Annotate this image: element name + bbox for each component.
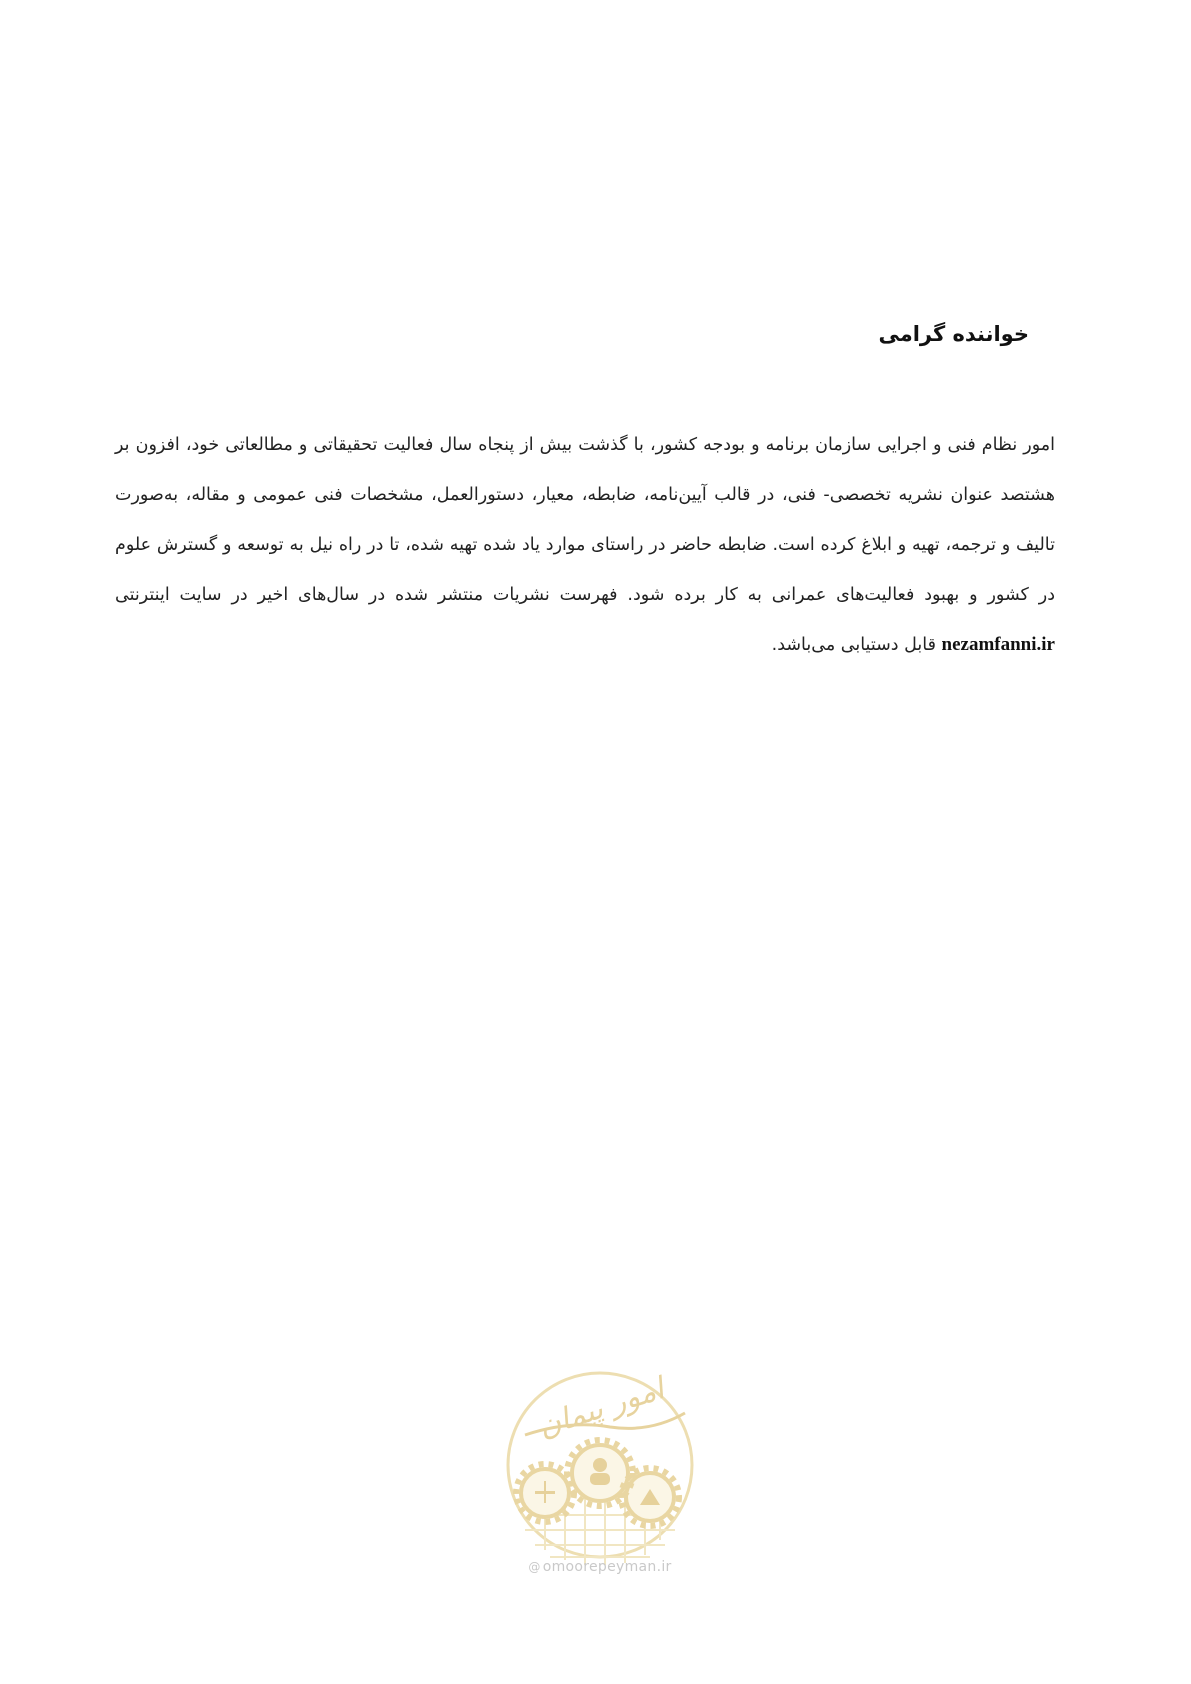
watermark-caption-text: omoorepeyman.ir — [542, 1559, 672, 1575]
paragraph-text-start: امور نظام فنی و اجرایی سازمان برنامه و بودجه کشور، با گذشت بیش از پنجاه سال فعالیت تحقیقاتی و مطالعاتی خود، افزون بر هشتصد عنوان نشریه تخصصی- فنی، در قالب آیین‌نامه، ضابطه، معیار، دستورالعمل، مشخصات فنی عمومی و مقاله، به‌صورت تالیف و ترجمه، تهیه و ابلاغ کرده است. ضابطه حاضر در راستای موارد یاد شده تهیه شده، تا در راه نیل به توسعه و گسترش علوم در کشور و بهبود فعالیت‌های عمرانی به کار برده شود. فهرست نشریات منتشر شده در سال‌های اخیر در سایت اینترنتی — [115, 435, 1055, 605]
watermark-logo — [500, 1365, 700, 1575]
watermark-logo-text: امور پیمان — [533, 1371, 669, 1445]
watermark-caption — [500, 1559, 700, 1575]
body-paragraph — [115, 420, 1055, 670]
at-icon: @ — [528, 1560, 541, 1574]
page-heading: خواننده گرامی — [878, 322, 1029, 346]
website-reference: nezamfanni.ir — [941, 634, 1055, 655]
paragraph-text-end: قابل دستیابی می‌باشد. — [771, 635, 936, 655]
